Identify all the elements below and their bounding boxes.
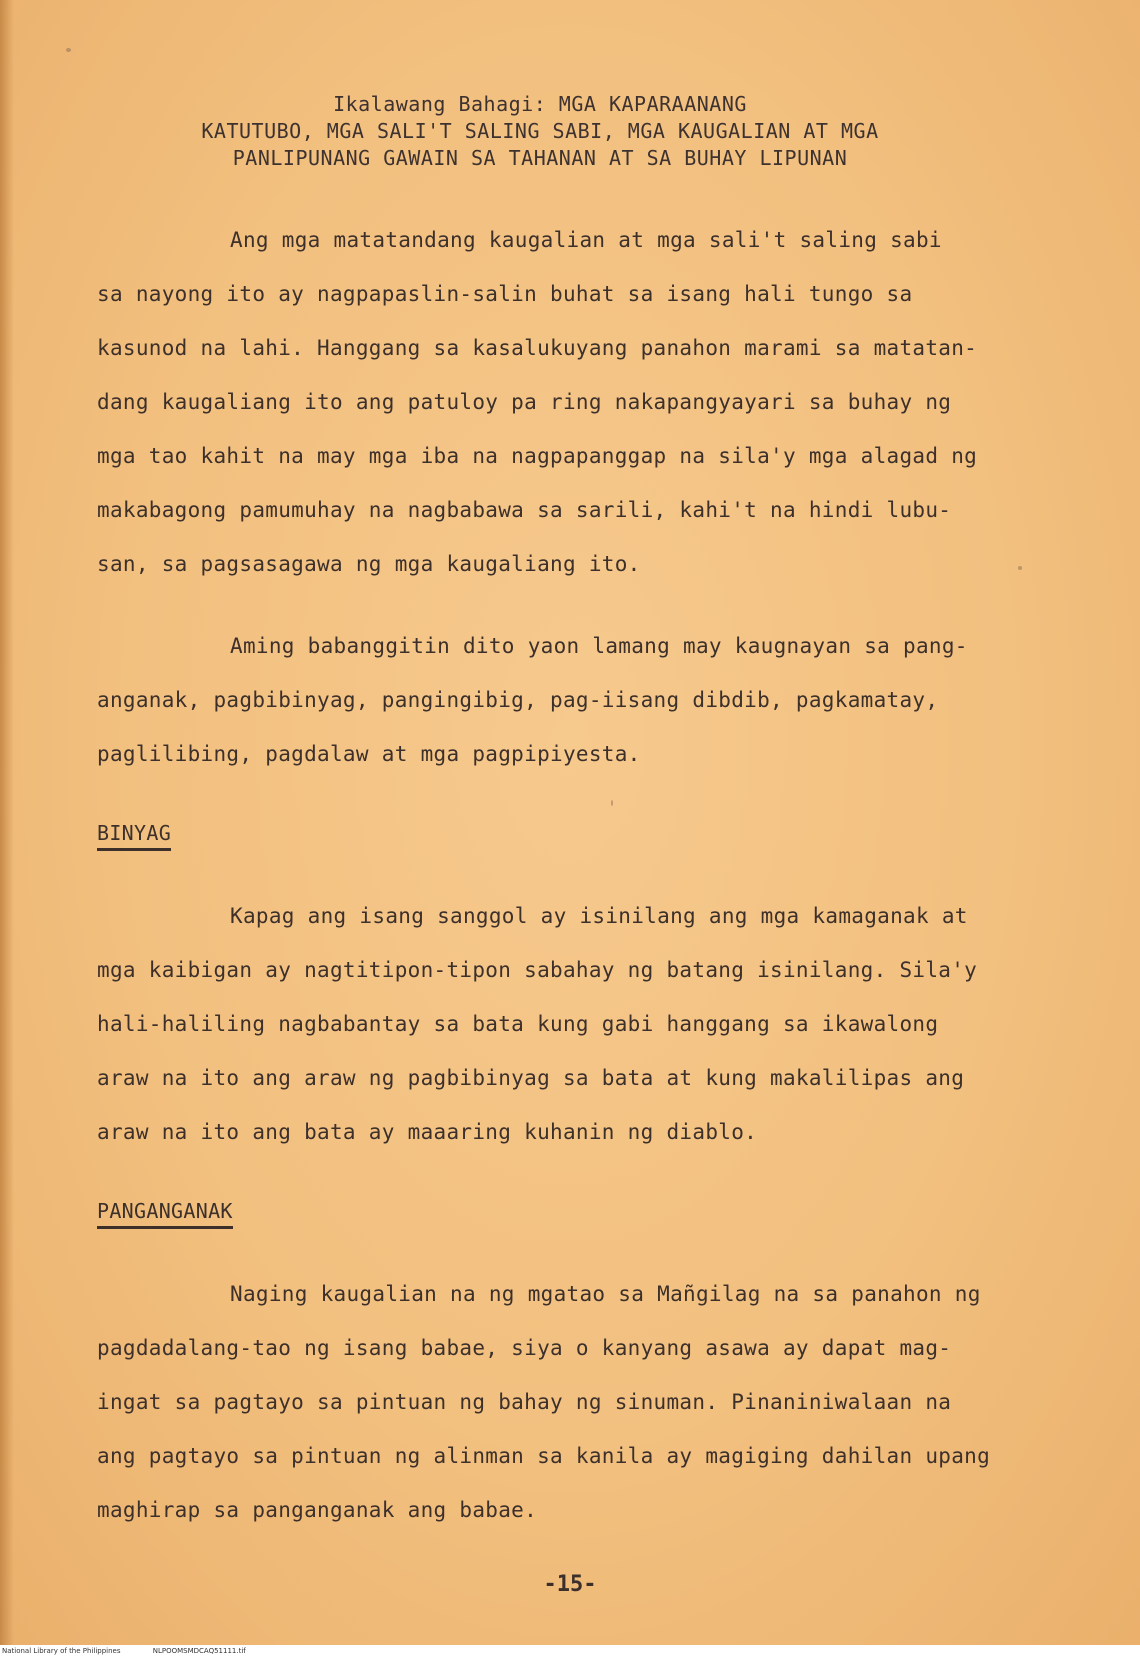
binyag-line: Kapag ang isang sanggol ay isinilang ang mga kamaganak at <box>230 904 968 928</box>
intro-line: dang kaugaliang ito ang patuloy pa ring nakapangyayari sa buhay ng <box>97 390 952 414</box>
panganganak-line: ang pagtayo sa pintuan ng alinman sa kanila ay magiging dahilan upang <box>97 1444 991 1468</box>
page-edge-shadow <box>0 0 14 1645</box>
section-title-panganganak: PANGANGANAK <box>97 1198 233 1229</box>
heading-line-2: KATUTUBO, MGA SALI'T SALING SABI, MGA KAUGALIAN AT MGA <box>201 119 879 143</box>
mention-line: Aming babanggitin dito yaon lamang may kaugnayan sa pang- <box>230 634 968 658</box>
section-title-binyag: BINYAG <box>97 820 171 851</box>
binyag-line: hali-haliling nagbabantay sa bata kung gabi hanggang sa ikawalong <box>97 1012 939 1036</box>
binyag-line: mga kaibigan ay nagtitipon-tipon sabahay ng batang isinilang. Sila'y <box>97 958 978 982</box>
panganganak-line: maghirap sa panganganak ang babae. <box>97 1498 538 1522</box>
footer-library: National Library of the Philippines <box>2 1647 121 1655</box>
mention-line: anganak, pagbibinyag, pangingibig, pag-iisang dibdib, pagkamatay, <box>97 688 939 712</box>
page-number: -15- <box>543 1572 597 1597</box>
paper-speck <box>611 800 613 806</box>
intro-line: san, sa pagsasagawa ng mga kaugaliang ito. <box>97 552 641 576</box>
binyag-line: araw na ito ang araw ng pagbibinyag sa bata at kung makalilipas ang <box>97 1066 965 1090</box>
paper-speck <box>66 48 71 52</box>
intro-line: kasunod na lahi. Hanggang sa kasalukuyang panahon marami sa matatan- <box>97 336 978 360</box>
intro-line: mga tao kahit na may mga iba na nagpapanggap na sila'y mga alagad ng <box>97 444 978 468</box>
heading-line-1: Ikalawang Bahagi: MGA KAPARAANANG <box>333 92 747 116</box>
intro-line: Ang mga matatandang kaugalian at mga sali't saling sabi <box>230 228 942 252</box>
panganganak-line: pagdadalang-tao ng isang babae, siya o kanyang asawa ay dapat mag- <box>97 1336 952 1360</box>
intro-line: makabagong pamumuhay na nagbabawa sa sarili, kahi't na hindi lubu- <box>97 498 952 522</box>
binyag-line: araw na ito ang bata ay maaaring kuhanin ng diablo. <box>97 1120 758 1144</box>
scan-footer <box>0 1645 1140 1658</box>
mention-line: paglilibing, pagdalaw at mga pagpipiyesta. <box>97 742 641 766</box>
panganganak-line: ingat sa pagtayo sa pintuan ng bahay ng sinuman. Pinaniniwalaan na <box>97 1390 952 1414</box>
heading-line-3: PANLIPUNANG GAWAIN SA TAHANAN AT SA BUHAY LIPUNAN <box>232 146 848 170</box>
intro-line: sa nayong ito ay nagpapaslin-salin buhat sa isang hali tungo sa <box>97 282 913 306</box>
footer-file: NLPOOMSMDCAQ51111.tif <box>152 1647 246 1655</box>
panganganak-line: Naging kaugalian na ng mgatao sa Mañgilag na sa panahon ng <box>230 1282 981 1306</box>
